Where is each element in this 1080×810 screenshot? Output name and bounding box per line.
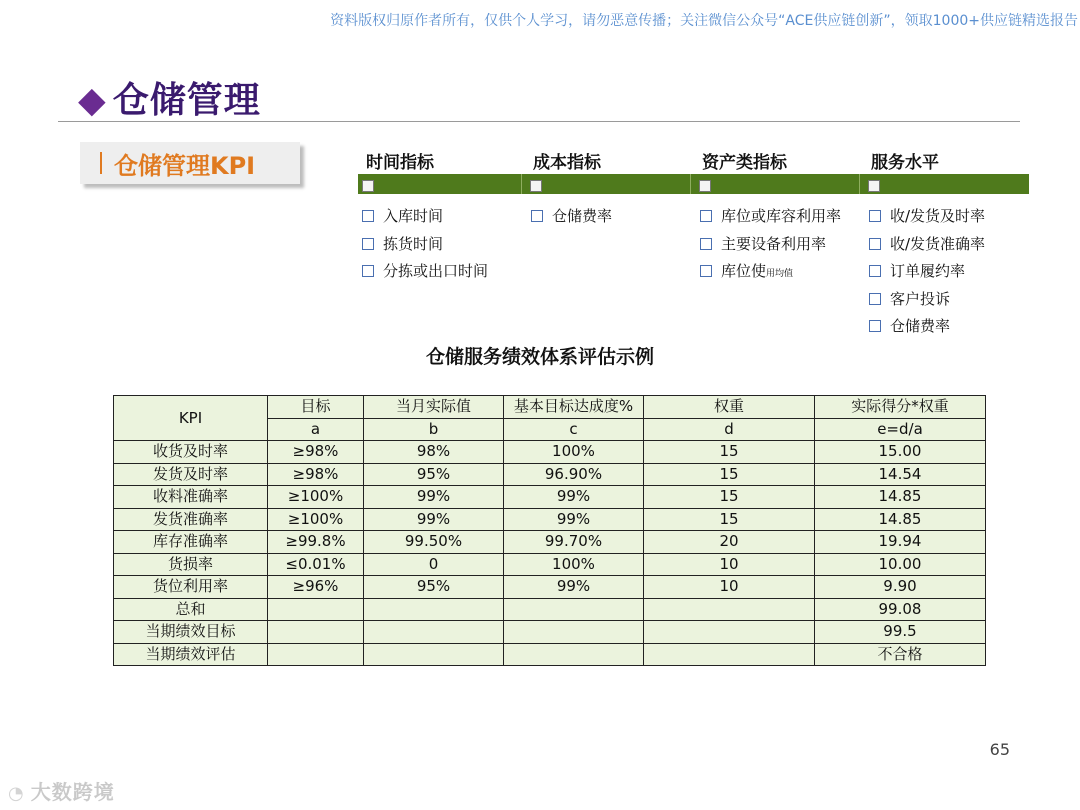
table-cell: 20 [644,531,815,554]
table-cell: ≥100% [268,486,364,509]
kpi-label-accent-bar [100,152,102,174]
table-cell: 14.54 [815,463,986,486]
table-cell [364,621,504,644]
checkbox-icon [699,180,711,192]
checkbox-icon [362,180,374,192]
kpi-name-cell: 当期绩效评估 [114,643,268,666]
checkbox-bullet-icon [869,210,881,222]
asset-kpi-list [700,206,841,289]
list-item: 主要设备利用率 [700,234,841,262]
table-row [114,441,986,464]
table-cell [364,643,504,666]
header-cell: 实际得分*权重 [815,396,986,419]
kpi-evaluation-table [113,395,986,666]
table-cell: 15 [644,508,815,531]
list-item: 拣货时间 [362,234,488,262]
subheader-cell: d [644,418,815,441]
table-cell: 95% [364,463,504,486]
table-row [114,598,986,621]
header-cell: 权重 [644,396,815,419]
table-cell: 98% [364,441,504,464]
list-item: 库位或库容利用率 [700,206,841,234]
table-row [114,553,986,576]
header-cell: 目标 [268,396,364,419]
table-title: 仓储服务绩效体系评估示例 [425,346,654,368]
list-item: 库位使用均值 [700,261,841,289]
table-cell: 15 [644,441,815,464]
kpi-name-cell: 当期绩效目标 [114,621,268,644]
table-cell: 99.70% [504,531,644,554]
category-title-cost: 成本指标 [533,153,601,173]
table-cell: ≥100% [268,508,364,531]
page-title-text: 仓储管理 [112,80,261,121]
logo-icon: ◔ [8,783,25,804]
checkbox-bullet-icon [362,238,374,250]
list-item: 仓储费率 [869,316,985,344]
table-cell: 10.00 [815,553,986,576]
kpi-label-text: 仓储管理KPI [114,152,256,180]
table-cell: ≥98% [268,463,364,486]
table-cell: 95% [364,576,504,599]
table-cell: 96.90% [504,463,644,486]
list-item: 订单履约率 [869,261,985,289]
category-title-time: 时间指标 [366,153,434,173]
table-cell [644,621,815,644]
table-cell: ≥99.8% [268,531,364,554]
subheader-cell: e=d/a [815,418,986,441]
table-row [114,643,986,666]
table-cell: 不合格 [815,643,986,666]
table-cell [268,598,364,621]
kpi-name-cell: 发货及时率 [114,463,268,486]
table-cell [268,643,364,666]
table-row [114,531,986,554]
table-row [114,508,986,531]
category-title-asset: 资产类指标 [702,153,787,173]
list-item: 分拣或出口时间 [362,261,488,289]
kpi-name-cell: 库存准确率 [114,531,268,554]
bar-divider [521,174,522,194]
table-cell: 99.08 [815,598,986,621]
checkbox-bullet-icon [362,265,374,277]
checkbox-bullet-icon [869,320,881,332]
table-row [114,576,986,599]
kpi-name-cell: 总和 [114,598,268,621]
service-kpi-list [869,206,985,344]
table-cell: ≤0.01% [268,553,364,576]
title-divider [58,121,1020,122]
table-cell [364,598,504,621]
table-cell: 15 [644,486,815,509]
checkbox-icon [868,180,880,192]
list-item: 收/发货准确率 [869,234,985,262]
table-cell: 99.5 [815,621,986,644]
header-cell: 当月实际值 [364,396,504,419]
table-header-row [114,396,986,419]
kpi-name-cell: 发货准确率 [114,508,268,531]
table-cell: 99% [504,576,644,599]
table-cell: 99% [504,486,644,509]
table-cell: 100% [504,441,644,464]
table-cell: 9.90 [815,576,986,599]
checkbox-bullet-icon [531,210,543,222]
subheader-cell: b [364,418,504,441]
kpi-name-cell: 收货及时率 [114,441,268,464]
kpi-name-cell: 货损率 [114,553,268,576]
table-cell: 99.50% [364,531,504,554]
checkbox-bullet-icon [869,265,881,277]
kpi-header-cell: KPI [114,396,268,441]
page-number: 65 [989,740,1010,759]
subheader-cell: c [504,418,644,441]
checkbox-bullet-icon [869,238,881,250]
table-cell: 0 [364,553,504,576]
bar-divider [859,174,860,194]
table-cell: 99% [504,508,644,531]
category-bar [358,174,1029,194]
table-cell: 99% [364,486,504,509]
copyright-watermark: 资料版权归原作者所有，仅供个人学习，请勿恶意传播；关注微信公众号“ACE供应链创新”，领取1000+供应链精选报告 [330,13,1078,29]
diamond-bullet-icon: ◆ [78,80,107,121]
list-item: 收/发货及时率 [869,206,985,234]
kpi-name-cell: 收料准确率 [114,486,268,509]
kpi-label-box [80,142,300,184]
table-cell: 19.94 [815,531,986,554]
kpi-name-cell: 货位利用率 [114,576,268,599]
list-item: 客户投诉 [869,289,985,317]
table-row [114,486,986,509]
checkbox-bullet-icon [700,210,712,222]
table-cell [268,621,364,644]
brand-logo: ◔ 大数跨境 [8,780,115,804]
table-cell: 10 [644,576,815,599]
table-cell: 100% [504,553,644,576]
table-cell [644,598,815,621]
time-kpi-list [362,206,488,289]
list-item: 入库时间 [362,206,488,234]
table-cell [504,643,644,666]
checkbox-bullet-icon [362,210,374,222]
table-cell: 15 [644,463,815,486]
page-title [78,72,261,123]
checkbox-bullet-icon [700,238,712,250]
table-cell: 99% [364,508,504,531]
cost-kpi-list [531,206,612,234]
table-row [114,463,986,486]
table-cell: 14.85 [815,486,986,509]
table-cell: ≥96% [268,576,364,599]
table-row [114,621,986,644]
table-cell [644,643,815,666]
checkbox-bullet-icon [700,265,712,277]
table-cell [504,598,644,621]
table-cell: ≥98% [268,441,364,464]
list-item: 仓储费率 [531,206,612,234]
category-title-service: 服务水平 [871,153,939,173]
table-cell: 10 [644,553,815,576]
table-cell [504,621,644,644]
table-cell: 15.00 [815,441,986,464]
bar-divider [690,174,691,194]
checkbox-icon [530,180,542,192]
header-cell: 基本目标达成度% [504,396,644,419]
checkbox-bullet-icon [869,293,881,305]
table-cell: 14.85 [815,508,986,531]
subheader-cell: a [268,418,364,441]
